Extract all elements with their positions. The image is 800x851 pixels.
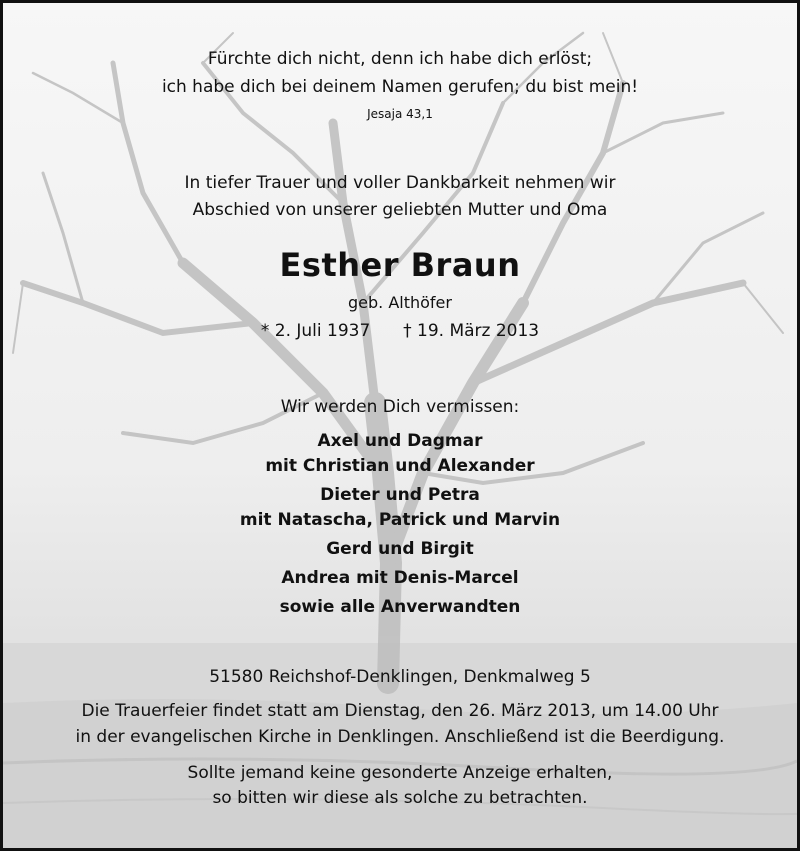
mourner-line: mit Natascha, Patrick und Marvin [239,510,561,530]
funeral-info-line-1: Die Trauerfeier findet statt am Dienstag, den 26. März 2013, um 14.00 Uhr [81,701,719,721]
mourners-heading: Wir werden Dich vermissen: [280,397,520,417]
closing-line-2: so bitten wir diese als solche zu betrachten. [212,788,588,808]
deceased-name: Esther Braun [279,246,521,284]
bible-verse-source: Jesaja 43,1 [367,107,433,121]
mourner-line: mit Christian und Alexander [265,456,535,476]
mourner-line: Gerd und Birgit [326,539,474,559]
bible-verse-line-2: ich habe dich bei deinem Namen gerufen; du bist mein! [161,77,639,97]
funeral-info-line-2: in der evangelischen Kirche in Denklingen. Anschließend ist die Beerdigung. [75,727,725,747]
birth-date: * 2. Juli 1937 [260,321,371,341]
closing-line-1: Sollte jemand keine gesonderte Anzeige erhalten, [187,763,613,783]
tree-background-image [3,3,797,848]
mourner-line: Axel und Dagmar [317,431,483,451]
mourner-line: Andrea mit Denis-Marcel [281,568,519,588]
life-dates [3,321,797,341]
intro-line-2: Abschied von unserer geliebten Mutter und Oma [192,200,608,220]
maiden-name: geb. Althöfer [348,293,452,312]
intro-line-1: In tiefer Trauer und voller Dankbarkeit nehmen wir [184,173,616,193]
death-date: † 19. März 2013 [403,321,540,341]
bible-verse-line-1: Fürchte dich nicht, denn ich habe dich erlöst; [207,49,593,69]
family-address: 51580 Reichshof-Denklingen, Denkmalweg 5 [209,667,591,687]
mourner-line: sowie alle Anverwandten [279,597,521,617]
mourner-line: Dieter und Petra [320,485,480,505]
